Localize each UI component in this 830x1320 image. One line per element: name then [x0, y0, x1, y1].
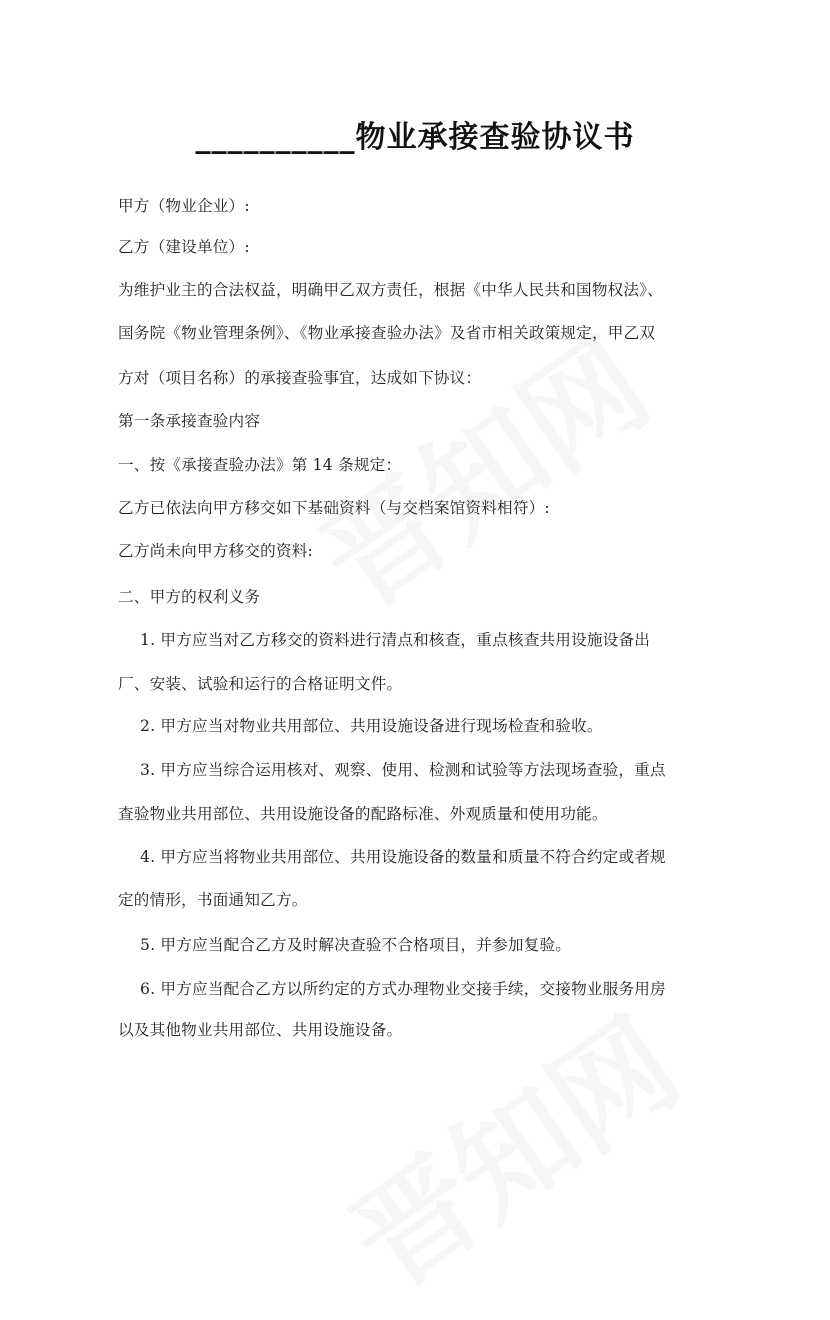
list-item: 5. 甲方应当配合乙方及时解决查验不合格项目，并参加复验。	[140, 936, 572, 954]
list-item: 4. 甲方应当将物业共用部位、共用设施设备的数量和质量不符合约定或者规	[140, 848, 666, 866]
document-title: __________物业承接查验协议书	[195, 120, 635, 155]
list-item: 2. 甲方应当对物业共用部位、共用设施设备进行现场检查和验收。	[140, 717, 603, 735]
preamble-line: 为维护业主的合法权益，明确甲乙双方责任，根据《中华人民共和国物权法》、	[118, 281, 663, 299]
list-item: 1. 甲方应当对乙方移交的资料进行清点和核查，重点核查共用设施设备出	[140, 631, 651, 649]
list-item: 3. 甲方应当综合运用核对、观察、使用、检测和试验等方法现场查验，重点	[140, 761, 666, 779]
section-heading: 一、按《承接查验办法》第 14 条规定：	[118, 456, 402, 474]
list-item-continuation: 定的情形，书面通知乙方。	[118, 891, 308, 909]
list-item-continuation: 厂、安装、试验和运行的合格证明文件。	[118, 675, 403, 693]
section-heading: 二、甲方的权利义务	[118, 588, 261, 606]
preamble-line: 方对（项目名称）的承接查验事宜，达成如下协议：	[118, 369, 482, 387]
party-b-line: 乙方（建设单位）:	[118, 238, 250, 256]
preamble-line: 国务院《物业管理条例》、《物业承接查验办法》及省市相关政策规定，甲乙双	[118, 324, 656, 342]
list-item-continuation: 查验物业共用部位、共用设施设备的配路标准、外观质量和使用功能。	[118, 805, 608, 823]
list-item: 6. 甲方应当配合乙方以所约定的方式办理物业交接手续，交接物业服务用房	[140, 980, 666, 998]
list-item-continuation: 以及其他物业共用部位、共用设施设备。	[118, 1021, 403, 1039]
paragraph-line: 乙方尚未向甲方移交的资料:	[118, 542, 313, 560]
article-heading: 第一条承接查验内容	[118, 412, 261, 430]
party-a-line: 甲方（物业企业）:	[118, 197, 250, 215]
paragraph-line: 乙方已依法向甲方移交如下基础资料（与交档案馆资料相符）:	[118, 499, 550, 517]
